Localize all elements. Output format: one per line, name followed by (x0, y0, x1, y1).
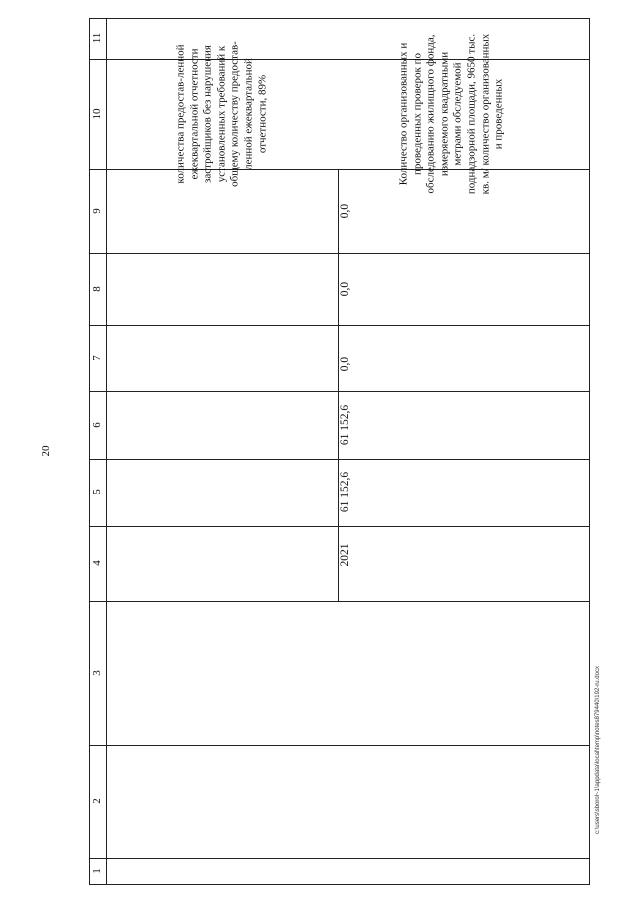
row-divider (338, 169, 339, 601)
page-number: 20 (40, 445, 52, 457)
column-number: 1 (91, 868, 103, 874)
header-row-divider (106, 18, 107, 885)
column-number: 8 (91, 286, 103, 292)
year-cell: 2021 (339, 543, 351, 567)
column-divider (89, 858, 590, 859)
column-divider (89, 169, 590, 170)
indicator-description-continuation: количества предостав-ленной ежеквартальной отчетности застройщиков без нарушения установленных требований к общему количеству предостав-ленной ежеквартальной отчетности, 89% (174, 41, 268, 187)
column-divider (89, 526, 590, 527)
column-number: 6 (91, 422, 103, 428)
column-number: 11 (91, 32, 103, 44)
regional-budget-cell: 61 152,6 (339, 404, 351, 446)
column-divider (89, 745, 590, 746)
column-number: 2 (91, 798, 103, 804)
local-budget-cell: 0,0 (339, 281, 351, 297)
column-divider (89, 601, 590, 602)
column-divider (89, 459, 590, 460)
column-divider (89, 253, 590, 254)
total-funding-cell: 61 152,6 (339, 471, 351, 513)
column-number: 10 (91, 108, 103, 120)
indicator-description: Количество организованных и проведенных проверок по обследованию жилищного фонда, измеряемого квадратными метрами обследуемой поднадзорной площади, 9650 тыс. кв. м/ количество организованных и проведенных (397, 33, 505, 195)
table-frame (89, 18, 590, 885)
column-divider (89, 59, 590, 60)
column-divider (89, 391, 590, 392)
column-number: 5 (91, 489, 103, 495)
column-number: 4 (91, 560, 103, 566)
federal-budget-cell: 0,0 (339, 356, 351, 372)
other-sources-cell: 0,0 (339, 203, 351, 219)
column-number: 9 (91, 208, 103, 214)
file-path-footer: c:\users\sborol~1\appdata\local\temp\notes879440\192-ru.docx (595, 666, 601, 834)
column-number: 7 (91, 355, 103, 361)
column-number: 3 (91, 670, 103, 676)
column-divider (89, 325, 590, 326)
